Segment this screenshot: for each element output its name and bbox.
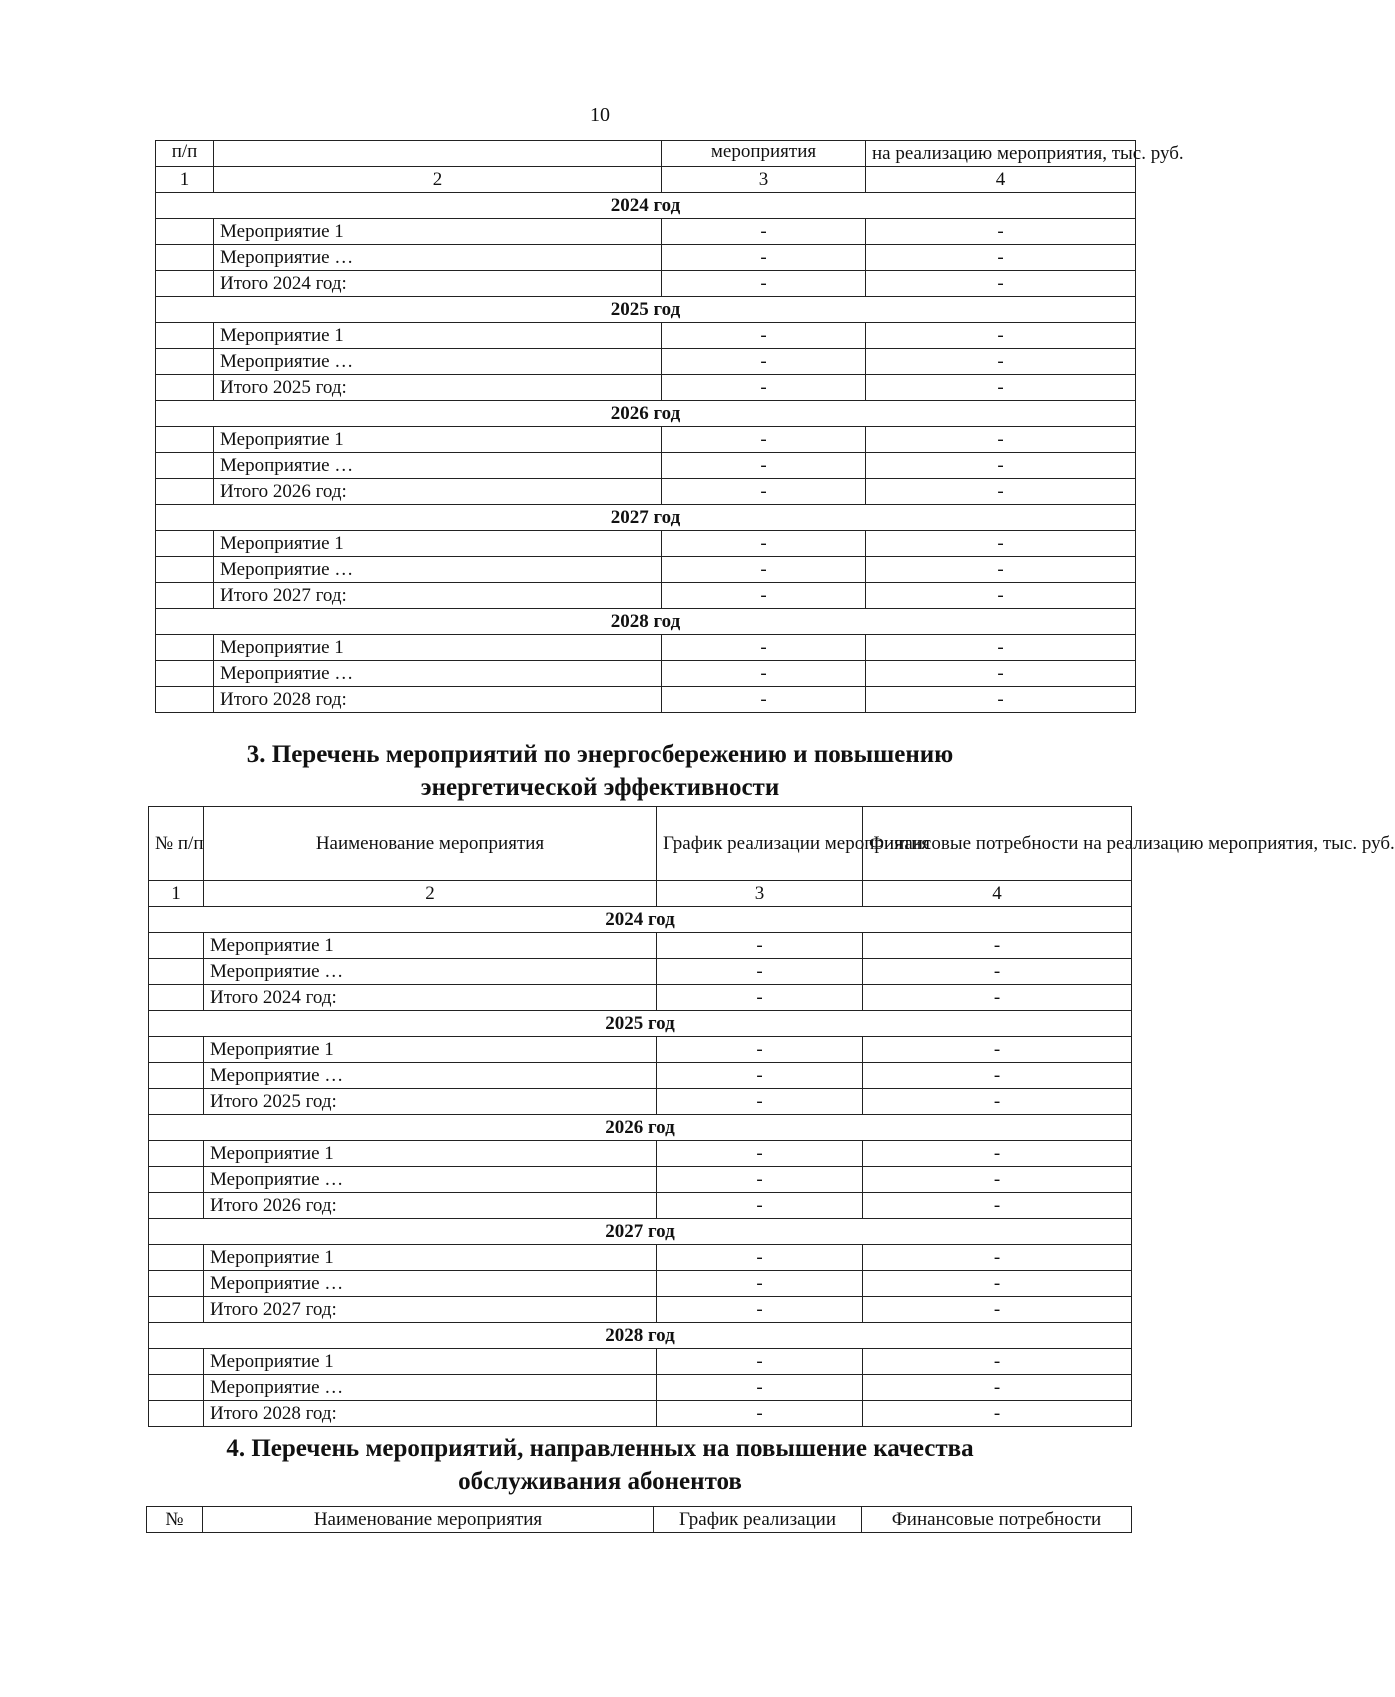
row-number-cell <box>149 959 204 985</box>
year-row <box>156 297 1136 323</box>
finance-value: - <box>863 959 1132 985</box>
year-heading: 2027 год <box>149 1219 1132 1245</box>
measure-row <box>149 1245 1132 1271</box>
section-3-title-line1: 3. Перечень мероприятий по энергосбережению и повышению <box>246 741 954 768</box>
finance-value: - <box>866 349 1136 375</box>
header-col-schedule: График реализации мероприятия <box>657 807 863 881</box>
row-number-cell <box>156 661 214 687</box>
measure-name: Мероприятие 1 <box>204 1245 657 1271</box>
row-number-cell <box>149 1297 204 1323</box>
total-row <box>149 1193 1132 1219</box>
total-label: Итого 2025 год: <box>214 375 662 401</box>
measure-name: Мероприятие … <box>204 1167 657 1193</box>
measure-row <box>149 1167 1132 1193</box>
total-row <box>149 1401 1132 1427</box>
year-row <box>149 907 1132 933</box>
finance-value: - <box>863 1141 1132 1167</box>
schedule-value: - <box>662 427 866 453</box>
measure-row <box>156 323 1136 349</box>
row-number-cell <box>149 1271 204 1297</box>
measure-name: Мероприятие 1 <box>214 323 662 349</box>
column-number: 4 <box>863 881 1132 907</box>
schedule-value: - <box>662 531 866 557</box>
finance-value: - <box>863 1193 1132 1219</box>
section-4-title <box>0 1432 1200 1498</box>
year-heading: 2027 год <box>156 505 1136 531</box>
measure-name: Мероприятие 1 <box>214 219 662 245</box>
row-number-cell <box>149 1401 204 1427</box>
row-number-cell <box>156 245 214 271</box>
schedule-value: - <box>662 245 866 271</box>
measure-row <box>156 453 1136 479</box>
year-row <box>149 1011 1132 1037</box>
measure-row <box>149 1037 1132 1063</box>
finance-value: - <box>863 1037 1132 1063</box>
row-number-cell <box>149 1167 204 1193</box>
year-heading: 2024 год <box>156 193 1136 219</box>
year-row <box>156 505 1136 531</box>
row-number-cell <box>156 583 214 609</box>
measure-row <box>149 1271 1132 1297</box>
measure-name: Мероприятие 1 <box>204 1349 657 1375</box>
header-col-schedule: График реализации <box>654 1507 862 1533</box>
row-number-cell <box>156 349 214 375</box>
measure-name: Мероприятие … <box>204 959 657 985</box>
total-label: Итого 2024 год: <box>214 271 662 297</box>
column-number: 4 <box>866 167 1136 193</box>
row-number-cell <box>149 933 204 959</box>
row-number-cell <box>149 1375 204 1401</box>
column-number: 1 <box>149 881 204 907</box>
total-row <box>156 687 1136 713</box>
schedule-value: - <box>662 349 866 375</box>
total-label: Итого 2027 год: <box>204 1297 657 1323</box>
schedule-value: - <box>657 1063 863 1089</box>
measure-name: Мероприятие … <box>214 661 662 687</box>
measure-row <box>149 1349 1132 1375</box>
finance-value: - <box>866 219 1136 245</box>
row-number-cell <box>156 323 214 349</box>
row-number-cell <box>149 1089 204 1115</box>
total-row <box>156 479 1136 505</box>
year-row <box>149 1323 1132 1349</box>
total-label: Итого 2025 год: <box>204 1089 657 1115</box>
continued-measures-table <box>155 140 1184 713</box>
header-col-finance: Финансовые потребности <box>862 1507 1132 1533</box>
schedule-value: - <box>657 1089 863 1115</box>
schedule-value: - <box>662 557 866 583</box>
finance-value: - <box>863 933 1132 959</box>
finance-value: - <box>863 1089 1132 1115</box>
row-number-cell <box>156 453 214 479</box>
section-4-title-line2: обслуживания абонентов <box>458 1468 742 1495</box>
header-col-name: Наименование мероприятия <box>203 1507 654 1533</box>
year-row <box>156 609 1136 635</box>
measure-name: Мероприятие … <box>204 1271 657 1297</box>
schedule-value: - <box>657 1245 863 1271</box>
finance-value: - <box>866 453 1136 479</box>
row-number-cell <box>156 427 214 453</box>
measure-name: Мероприятие … <box>214 557 662 583</box>
year-row <box>149 1219 1132 1245</box>
year-heading: 2026 год <box>149 1115 1132 1141</box>
finance-value: - <box>866 557 1136 583</box>
measure-name: Мероприятие 1 <box>214 635 662 661</box>
measure-name: Мероприятие 1 <box>204 933 657 959</box>
measure-row <box>156 349 1136 375</box>
section-3-title-line2: энергетической эффективности <box>420 774 780 801</box>
schedule-value: - <box>662 661 866 687</box>
measure-row <box>156 245 1136 271</box>
schedule-value: - <box>662 687 866 713</box>
schedule-value: - <box>657 933 863 959</box>
schedule-value: - <box>657 1271 863 1297</box>
total-row <box>156 583 1136 609</box>
header-col-name <box>214 141 662 167</box>
schedule-value: - <box>657 985 863 1011</box>
measure-row <box>149 1063 1132 1089</box>
header-col-number: № п/п <box>149 807 204 881</box>
row-number-cell <box>156 479 214 505</box>
page-number: 10 <box>590 104 610 126</box>
column-number: 3 <box>662 167 866 193</box>
row-number-cell <box>156 219 214 245</box>
finance-value: - <box>863 1063 1132 1089</box>
measure-row <box>156 635 1136 661</box>
header-col-schedule: мероприятия <box>662 141 866 167</box>
row-number-cell <box>149 1193 204 1219</box>
finance-value: - <box>863 1245 1132 1271</box>
header-col-finance: на реализацию мероприятия, тыс. руб. <box>866 141 1136 167</box>
section-4-title-line1: 4. Перечень мероприятий, направленных на повышение качества <box>226 1435 974 1462</box>
section-3-title <box>0 738 1200 804</box>
finance-value: - <box>866 323 1136 349</box>
measure-name: Мероприятие 1 <box>214 531 662 557</box>
measure-name: Мероприятие 1 <box>204 1037 657 1063</box>
row-number-cell <box>149 1349 204 1375</box>
year-heading: 2026 год <box>156 401 1136 427</box>
measure-name: Мероприятие … <box>214 245 662 271</box>
row-number-cell <box>156 635 214 661</box>
measure-name: Мероприятие … <box>204 1063 657 1089</box>
finance-value: - <box>866 427 1136 453</box>
total-row <box>149 985 1132 1011</box>
header-col-number: № <box>147 1507 203 1533</box>
measure-name: Мероприятие … <box>214 453 662 479</box>
finance-value: - <box>863 1375 1132 1401</box>
schedule-value: - <box>657 1375 863 1401</box>
schedule-value: - <box>662 375 866 401</box>
measure-row <box>149 1141 1132 1167</box>
schedule-value: - <box>662 323 866 349</box>
year-heading: 2025 год <box>149 1011 1132 1037</box>
row-number-cell <box>156 375 214 401</box>
total-label: Итого 2028 год: <box>204 1401 657 1427</box>
schedule-value: - <box>657 1167 863 1193</box>
measure-row <box>149 933 1132 959</box>
row-number-cell <box>156 531 214 557</box>
finance-value: - <box>863 1297 1132 1323</box>
measure-row <box>156 219 1136 245</box>
column-number: 2 <box>214 167 662 193</box>
schedule-value: - <box>657 1401 863 1427</box>
measure-row <box>156 531 1136 557</box>
measure-name: Мероприятие 1 <box>204 1141 657 1167</box>
column-numbers-row <box>149 881 1132 907</box>
service-quality-measures-table <box>146 1506 1132 1533</box>
schedule-value: - <box>662 479 866 505</box>
total-row <box>149 1297 1132 1323</box>
measure-row <box>156 427 1136 453</box>
finance-value: - <box>863 1167 1132 1193</box>
finance-value: - <box>866 583 1136 609</box>
schedule-value: - <box>657 1037 863 1063</box>
year-row <box>156 193 1136 219</box>
finance-value: - <box>866 531 1136 557</box>
finance-value: - <box>863 1349 1132 1375</box>
total-label: Итого 2027 год: <box>214 583 662 609</box>
column-number: 2 <box>204 881 657 907</box>
finance-value: - <box>866 635 1136 661</box>
table-header-row <box>149 807 1132 881</box>
schedule-value: - <box>662 635 866 661</box>
total-label: Итого 2024 год: <box>204 985 657 1011</box>
finance-value: - <box>863 985 1132 1011</box>
schedule-value: - <box>662 219 866 245</box>
finance-value: - <box>866 271 1136 297</box>
schedule-value: - <box>662 583 866 609</box>
row-number-cell <box>149 1141 204 1167</box>
schedule-value: - <box>657 1297 863 1323</box>
measure-row <box>156 661 1136 687</box>
row-number-cell <box>149 985 204 1011</box>
schedule-value: - <box>657 1349 863 1375</box>
column-number: 3 <box>657 881 863 907</box>
row-number-cell <box>156 687 214 713</box>
finance-value: - <box>863 1401 1132 1427</box>
finance-value: - <box>866 245 1136 271</box>
total-row <box>156 271 1136 297</box>
header-col-name: Наименование мероприятия <box>204 807 657 881</box>
year-heading: 2028 год <box>156 609 1136 635</box>
row-number-cell <box>149 1245 204 1271</box>
schedule-value: - <box>662 453 866 479</box>
schedule-value: - <box>657 959 863 985</box>
row-number-cell <box>149 1037 204 1063</box>
table-header-row <box>147 1507 1132 1533</box>
column-number: 1 <box>156 167 214 193</box>
total-label: Итого 2028 год: <box>214 687 662 713</box>
column-numbers-row <box>156 167 1136 193</box>
row-number-cell <box>149 1063 204 1089</box>
finance-value: - <box>866 687 1136 713</box>
measure-name: Мероприятие … <box>214 349 662 375</box>
year-heading: 2028 год <box>149 1323 1132 1349</box>
total-row <box>149 1089 1132 1115</box>
measure-name: Мероприятие … <box>204 1375 657 1401</box>
table-header-row <box>156 141 1136 167</box>
measure-row <box>149 959 1132 985</box>
schedule-value: - <box>662 271 866 297</box>
row-number-cell <box>156 557 214 583</box>
finance-value: - <box>866 479 1136 505</box>
finance-value: - <box>863 1271 1132 1297</box>
finance-value: - <box>866 375 1136 401</box>
header-col-number: п/п <box>156 141 214 167</box>
year-row <box>149 1115 1132 1141</box>
schedule-value: - <box>657 1141 863 1167</box>
header-col-finance: Финансовые потребности на реализацию мероприятия, тыс. руб. <box>863 807 1132 881</box>
year-heading: 2025 год <box>156 297 1136 323</box>
energy-saving-measures-table <box>148 806 1395 1427</box>
row-number-cell <box>156 271 214 297</box>
year-row <box>156 401 1136 427</box>
measure-row <box>156 557 1136 583</box>
total-label: Итого 2026 год: <box>214 479 662 505</box>
total-label: Итого 2026 год: <box>204 1193 657 1219</box>
total-row <box>156 375 1136 401</box>
schedule-value: - <box>657 1193 863 1219</box>
year-heading: 2024 год <box>149 907 1132 933</box>
finance-value: - <box>866 661 1136 687</box>
measure-row <box>149 1375 1132 1401</box>
measure-name: Мероприятие 1 <box>214 427 662 453</box>
